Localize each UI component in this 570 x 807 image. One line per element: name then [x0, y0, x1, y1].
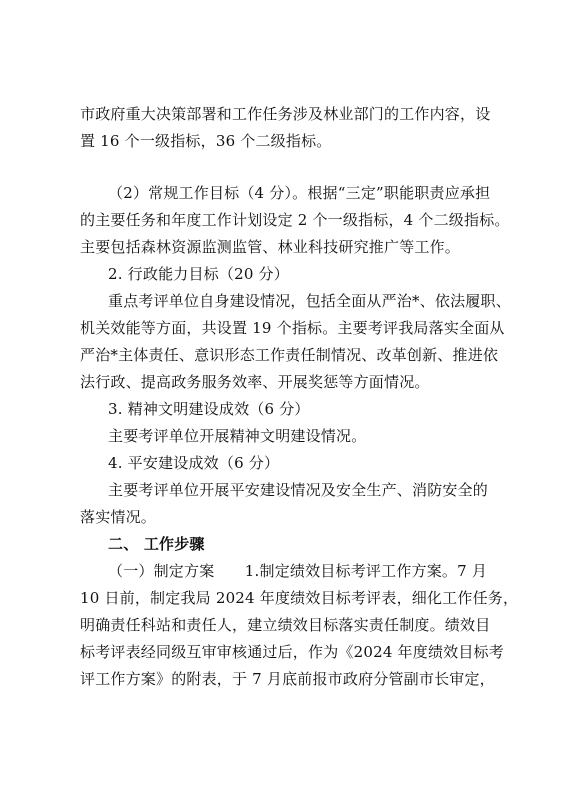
administrative-capacity-line-1: 重点考评单位自身建设情况，包括全面从严治*、依法履职、	[108, 292, 511, 310]
administrative-capacity-line-3: 严治*主体责任、意识形态工作责任制情况、改革创新、推进依	[80, 346, 499, 364]
paragraph-line-1: 市政府重大决策部署和工作任务涉及林业部门的工作内容，设	[80, 105, 491, 123]
subheading-safety-construction: 4. 平安建设成效（6 分）	[108, 454, 280, 472]
subheading-spiritual-civilization: 3. 精神文明建设成效（6 分）	[108, 400, 310, 418]
subheading-administrative-capacity: 2. 行政能力目标（20 分）	[108, 265, 289, 283]
work-steps-line-1: （一）制定方案 1.制定绩效目标考评工作方案。7 月	[108, 562, 488, 580]
safety-construction-line-2: 落实情况。	[80, 508, 157, 526]
section-regular-goal-line-3: 主要包括森林资源监测监管、林业科技研究推广等工作。	[80, 238, 461, 256]
administrative-capacity-line-4: 法行政、提高政务服务效率、开展奖惩等方面情况。	[80, 373, 430, 391]
section-regular-goal-line-1: （2）常规工作目标（4 分）。根据“三定”职能职责应承担	[108, 184, 491, 202]
work-steps-line-3: 明确责任科站和责任人，建立绩效目标落实责任制度。绩效目	[80, 616, 491, 634]
work-steps-line-4: 标考评表经同级互审审核通过后，作为《2024 年度绩效目标考	[80, 643, 504, 661]
work-steps-line-2: 10 日前，制定我局 2024 年度绩效目标考评表，细化工作任务，	[80, 589, 519, 607]
section-heading-work-steps: 二、 工作步骤	[108, 535, 205, 553]
spiritual-civilization-line-1: 主要考评单位开展精神文明建设情况。	[108, 427, 367, 445]
administrative-capacity-line-2: 机关效能等方面，共设置 19 个指标。主要考评我局落实全面从	[80, 319, 505, 337]
work-steps-line-5: 评工作方案》的附表，于 7 月底前报市政府分管副市长审定，	[80, 670, 495, 688]
paragraph-line-2: 置 16 个一级指标，36 个二级指标。	[80, 132, 332, 150]
section-regular-goal-line-2: 的主要任务和年度工作计划设定 2 个一级指标，4 个二级指标。	[80, 211, 510, 229]
safety-construction-line-1: 主要考评单位开展平安建设情况及安全生产、消防安全的	[108, 481, 489, 499]
